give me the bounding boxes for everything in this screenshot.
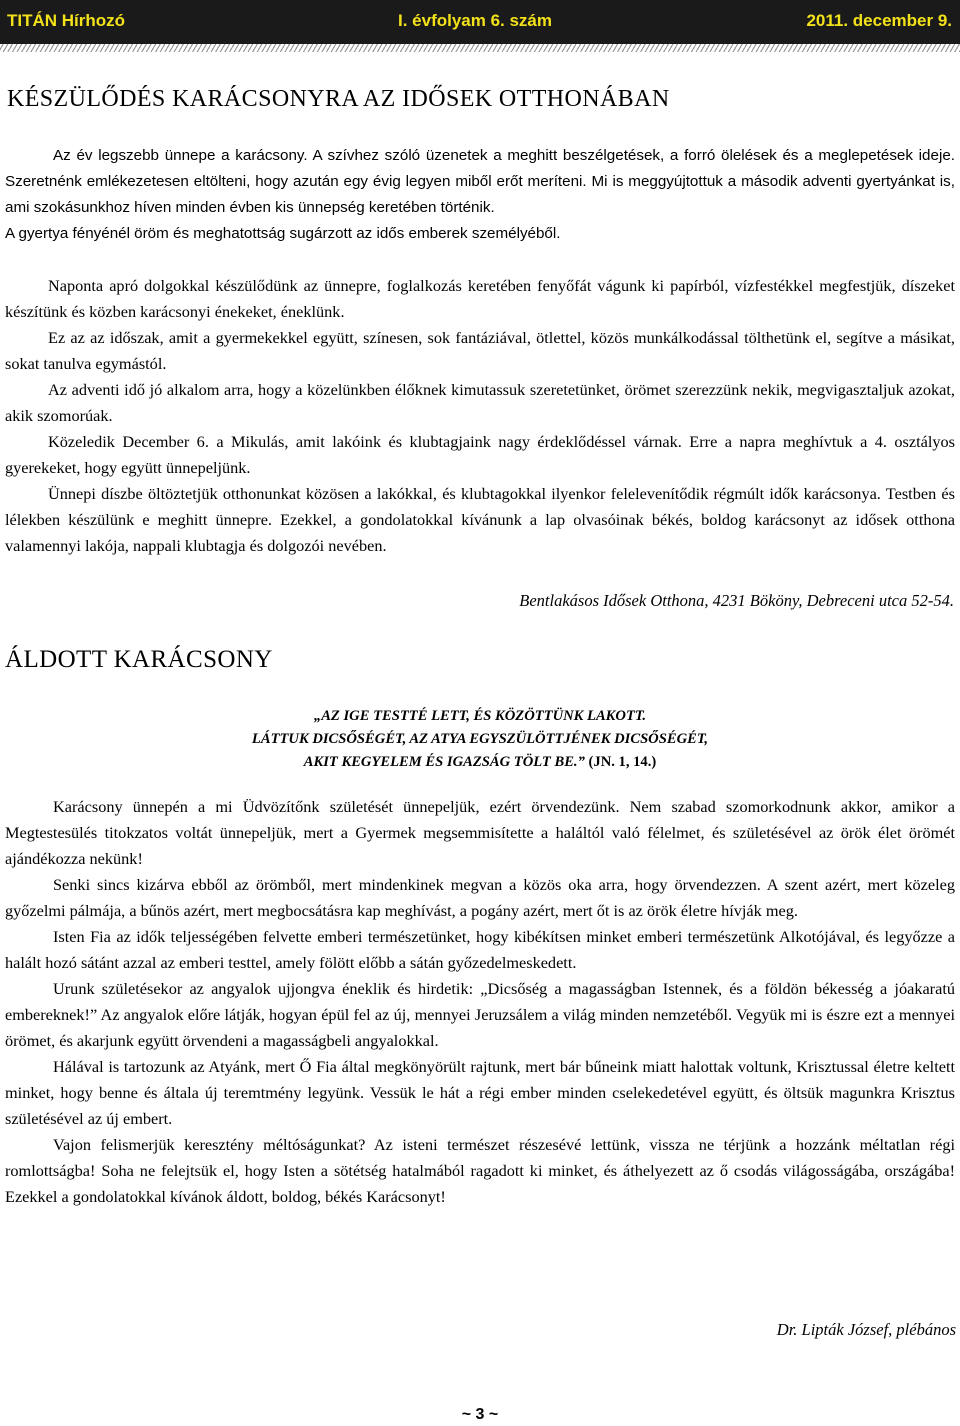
article2-paragraph: Hálával is tartozunk az Atyánk, mert Ő Fia által megkönyörült rajtunk, mert bár bűneink miatt halottak voltunk, Krisztussal életre keltett minket, hogy benne és általa új teremtmény legyünk. Vessük le hát a régi ember minden cselekedetével együtt, és öltsük magunkra Krisztus születésével az új embert.	[5, 1057, 955, 1128]
issue-number: I. évfolyam 6. szám	[397, 11, 553, 30]
article1-body	[5, 143, 955, 247]
article1-paragraph: Naponta apró dolgokkal készülődünk az ünnepre, foglalkozás keretében fenyőfát vágunk ki papírból, vízfestékkel megfestjük, díszeket készítünk és közben karácsonyi énekeket, éneklünk.	[5, 276, 955, 321]
issue-date: 2011. december 9.	[806, 11, 952, 30]
scripture-quote	[0, 705, 960, 774]
quote-line: „AZ IGE TESTTÉ LETT, ÉS KÖZÖTTÜNK LAKOTT.	[313, 708, 647, 724]
article2-paragraph: Isten Fia az idők teljességében felvette emberi természetünket, hogy kibékítsen minket emberi természetünk Alkotójával, és legyőzze a halált hozó sátánt azzal az emberi testtel, amely fölött előbb a sátán győzedelmeskedett.	[5, 927, 955, 972]
article1-paragraph: Ünnepi díszbe öltöztetjük otthonunkat közösen a lakókkal, és klubtagokkal ilyenkor felelevenítődik régmúlt idők karácsonya. Testben és lélekben készülünk e meghitt ünnepre. Ezekkel, a gondolatokkal kívánunk a lap olvasóinak békés, boldog karácsonyt az idősek otthona valamennyi lakója, nappali klubtagja és dolgozói nevében.	[5, 484, 955, 555]
article1-signature: Bentlakásos Idősek Otthona, 4231 Bököny, Debreceni utca 52-54.	[519, 591, 954, 610]
article1-paragraph: Ez az az időszak, amit a gyermekekkel együtt, színesen, sok fantáziával, ötlettel, közös munkálkodással tölthetünk el, segítve a másikat, sokat tanulva egymástól.	[5, 328, 955, 373]
article2-title: ÁLDOTT KARÁCSONY	[5, 646, 273, 673]
page-number: ~ 3 ~	[461, 1406, 499, 1423]
quote-line: LÁTTUK DICSŐSÉGÉT, AZ ATYA EGYSZÜLÖTTJÉNEK DICSŐSÉGÉT,	[251, 731, 709, 747]
header-divider	[0, 44, 960, 52]
article2-signature: Dr. Lipták József, plébános	[776, 1320, 956, 1339]
article1-paragraph: Az év legszebb ünnepe a karácsony. A szívhez szóló üzenetek a meghitt beszélgetések, a forró ölelések és a meglepetések ideje. Szeretnénk emlékezetesen eltölteni, hogy azután egy évig legyen miből erőt meríteni. Mi is meggyújtottuk a második adventi gyertyánkat is, ami szokásunkhoz híven minden évben kis ünnepség keretében történik.	[5, 147, 955, 216]
article1-title: KÉSZÜLŐDÉS KARÁCSONYRA AZ IDŐSEK OTTHONÁBAN	[7, 86, 670, 112]
article2-paragraph: Vajon felismerjük keresztény méltóságunkat? Az isteni természet részesévé lettünk, vissza ne térjünk a hozzánk méltatlan régi romlottságba! Soha ne felejtsük el, hogy Isten a sötétség hatalmából ragadott ki minket, és áthelyezett az ő csodás világosságába, országába! Ezekkel a gondolatokkal kívánok áldott, boldog, békés Karácsonyt!	[5, 1135, 955, 1206]
article2-body	[5, 794, 955, 1210]
article1-paragraph: Közeledik December 6. a Mikulás, amit lakóink és klubtagjaink nagy érdeklődéssel várnak. Erre a napra meghívtuk a 4. osztályos gyerekeket, hogy együtt ünnepeljünk.	[5, 432, 955, 477]
newsletter-header	[0, 0, 960, 44]
article2-paragraph: Karácsony ünnepén a mi Üdvözítőnk születését ünnepeljük, ezért örvendezünk. Nem szabad szomorkodnunk akkor, amikor a Megtestesülés titokzatos voltát ünnepeljük, mert a Gyermek megsemmisítette a haláltól való félelmet, és születésével az örök élet örömét ajándékozza nekünk!	[5, 797, 955, 868]
article1-body-serif	[5, 273, 955, 559]
article2-paragraph: Senki sincs kizárva ebből az örömből, mert mindenkinek megvan a közös oka arra, hogy örvendezzen. A szent azért, mert közeleg győzelmi pálmája, a bűnös azért, mert megbocsátásra kap meghívást, a pogány azért, mert őt is az örök életre hívják meg.	[5, 875, 955, 920]
quote-line	[0, 751, 960, 774]
article1-paragraph: Az adventi idő jó alkalom arra, hogy a közelünkben élőknek kimutassuk szeretetünket, örömet szerezzünk nekik, megvigasztaljuk azokat, akik szomorúak.	[5, 380, 955, 425]
article1-paragraph: A gyertya fényénél öröm és meghatottság sugárzott az idős emberek személyéből.	[5, 225, 561, 242]
quote-line-text: AKIT KEGYELEM ÉS IGAZSÁG TÖLT BE.”	[303, 754, 585, 770]
quote-reference: (JN. 1, 14.)	[588, 754, 657, 770]
article2-paragraph: Urunk születésekor az angyalok ujjongva éneklik és hirdetik: „Dicsőség a magasságban Istennek, és a földön békesség a jóakaratú embereknek!” Az angyalok előre látják, hogyan épül fel az új, mennyei Jeruzsálem a világ minden nemzetéből. Vegyük mi is észre ezt a mennyei örömet, és akarjunk együtt örvendeni a magasságbeli angyalokkal.	[5, 979, 955, 1050]
publication-name: TITÁN Hírhozó	[7, 11, 126, 30]
